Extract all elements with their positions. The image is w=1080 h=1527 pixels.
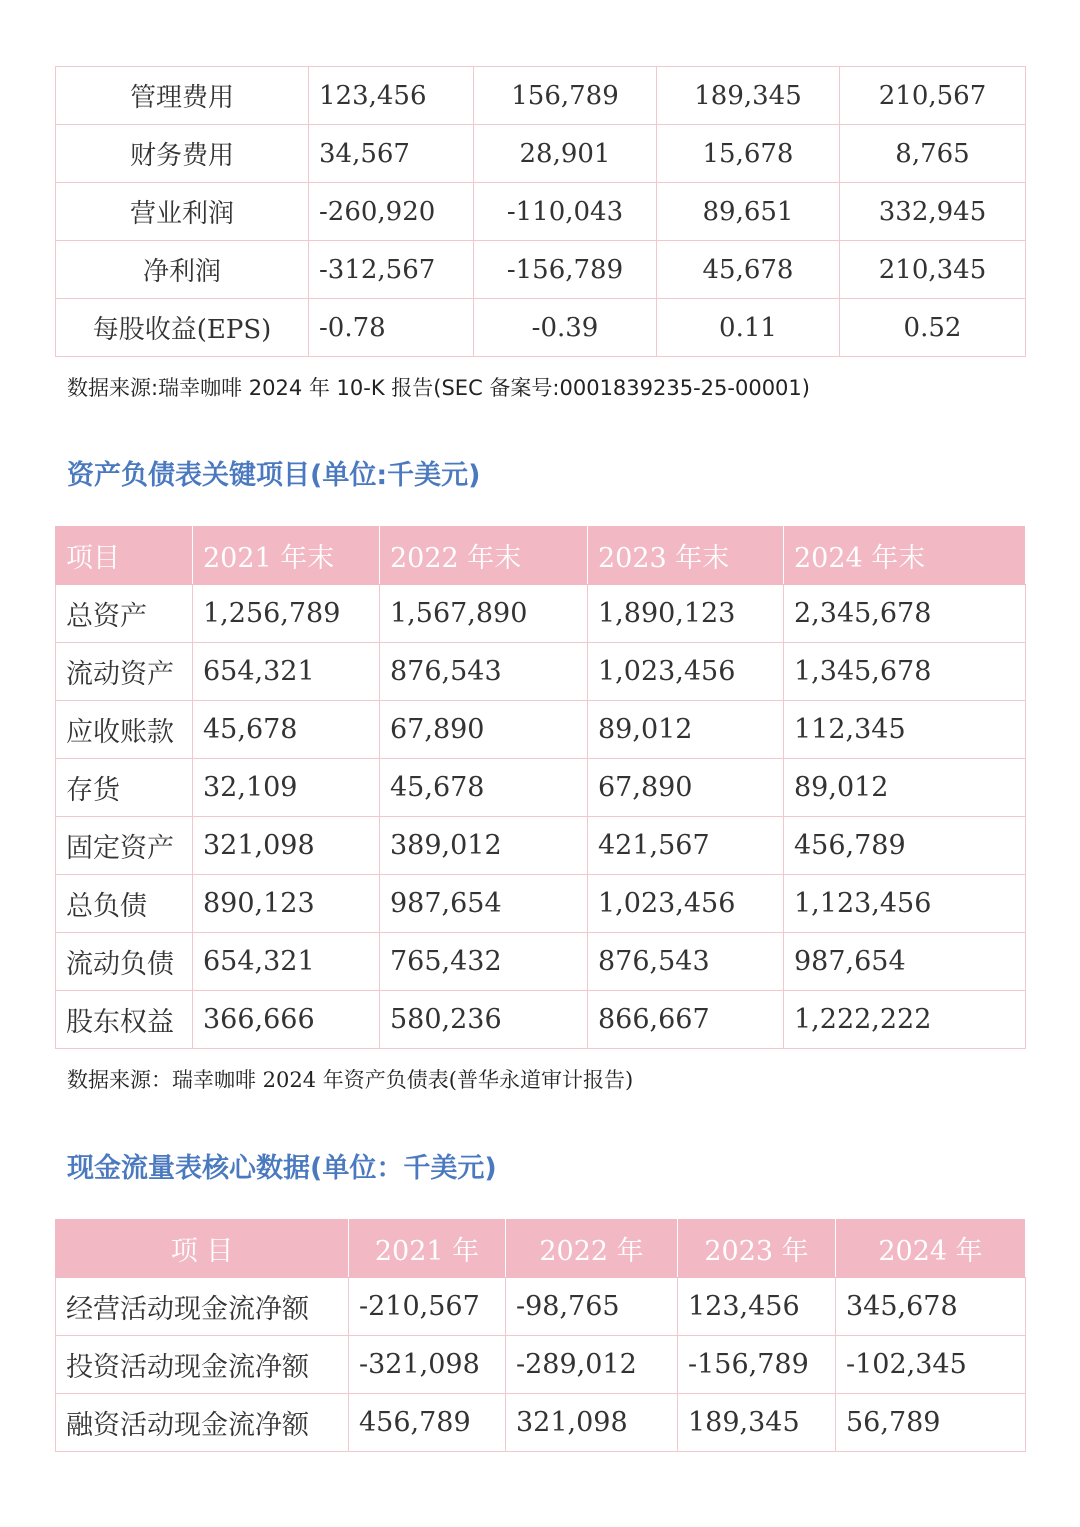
table-cell: 15,678 <box>657 125 840 183</box>
row-label: 管理费用 <box>56 67 309 125</box>
cash-flow-title: 现金流量表核心数据(单位：千美元) <box>67 1153 497 1184</box>
table-cell: 321,098 <box>506 1394 678 1452</box>
table-cell: 876,543 <box>588 933 784 991</box>
row-label: 营业利润 <box>56 183 309 241</box>
row-label: 经营活动现金流净额 <box>56 1278 349 1336</box>
table-row <box>56 585 1026 643</box>
row-label: 应收账款 <box>56 701 193 759</box>
row-label: 流动负债 <box>56 933 193 991</box>
table-cell: 1,567,890 <box>380 585 588 643</box>
table-row <box>56 67 1026 125</box>
table-cell: -312,567 <box>309 241 474 299</box>
table-cell: 345,678 <box>836 1278 1026 1336</box>
table-row <box>56 183 1026 241</box>
row-label: 流动资产 <box>56 643 193 701</box>
column-header: 2023 年末 <box>588 527 784 585</box>
table-cell: 67,890 <box>588 759 784 817</box>
table-cell: 1,023,456 <box>588 643 784 701</box>
table-cell: 1,345,678 <box>784 643 1026 701</box>
table-cell: 1,890,123 <box>588 585 784 643</box>
table-cell: 45,678 <box>193 701 380 759</box>
row-label: 融资活动现金流净额 <box>56 1394 349 1452</box>
table-cell: 890,123 <box>193 875 380 933</box>
table-cell: 332,945 <box>840 183 1026 241</box>
cash-flow-table <box>55 1219 1026 1452</box>
table-cell: 456,789 <box>784 817 1026 875</box>
table-cell: 456,789 <box>349 1394 506 1452</box>
table-cell: -260,920 <box>309 183 474 241</box>
column-header: 2021 年末 <box>193 527 380 585</box>
table-cell: 34,567 <box>309 125 474 183</box>
table-cell: 8,765 <box>840 125 1026 183</box>
table-cell: 580,236 <box>380 991 588 1049</box>
income-source-note: 数据来源:瑞幸咖啡 2024 年 10-K 报告(SEC 备案号:0001839235-25-00001) <box>67 376 810 400</box>
table-cell: 654,321 <box>193 643 380 701</box>
table-cell: 89,012 <box>784 759 1026 817</box>
row-label: 固定资产 <box>56 817 193 875</box>
table-cell: 156,789 <box>474 67 657 125</box>
table-cell: 654,321 <box>193 933 380 991</box>
column-header: 项 目 <box>56 1220 349 1278</box>
column-header: 2023 年 <box>678 1220 836 1278</box>
column-header: 2022 年末 <box>380 527 588 585</box>
table-cell: 366,666 <box>193 991 380 1049</box>
column-header: 项目 <box>56 527 193 585</box>
table-cell: 421,567 <box>588 817 784 875</box>
row-label: 总资产 <box>56 585 193 643</box>
table-cell: 32,109 <box>193 759 380 817</box>
table-cell: -102,345 <box>836 1336 1026 1394</box>
table-cell: -0.78 <box>309 299 474 357</box>
balance-sheet-title: 资产负债表关键项目(单位:千美元) <box>67 460 481 491</box>
table-row <box>56 125 1026 183</box>
table-cell: 56,789 <box>836 1394 1026 1452</box>
table-cell: -156,789 <box>474 241 657 299</box>
row-label: 存货 <box>56 759 193 817</box>
table-cell: -156,789 <box>678 1336 836 1394</box>
table-cell: 89,012 <box>588 701 784 759</box>
row-label: 投资活动现金流净额 <box>56 1336 349 1394</box>
table-cell: 112,345 <box>784 701 1026 759</box>
table-cell: 1,023,456 <box>588 875 784 933</box>
table-row <box>56 299 1026 357</box>
balance-sheet-table <box>55 526 1026 1049</box>
column-header: 2024 年 <box>836 1220 1026 1278</box>
table-cell: -210,567 <box>349 1278 506 1336</box>
table-cell: 28,901 <box>474 125 657 183</box>
row-label: 净利润 <box>56 241 309 299</box>
column-header: 2022 年 <box>506 1220 678 1278</box>
table-row <box>56 991 1026 1049</box>
table-cell: 987,654 <box>784 933 1026 991</box>
table-row <box>56 643 1026 701</box>
table-cell: 765,432 <box>380 933 588 991</box>
table-row <box>56 817 1026 875</box>
table-cell: 1,123,456 <box>784 875 1026 933</box>
column-header: 2024 年末 <box>784 527 1026 585</box>
table-cell: 0.52 <box>840 299 1026 357</box>
table-cell: 866,667 <box>588 991 784 1049</box>
table-row <box>56 933 1026 991</box>
table-row <box>56 701 1026 759</box>
table-cell: 1,256,789 <box>193 585 380 643</box>
table-cell: 0.11 <box>657 299 840 357</box>
table-row <box>56 1394 1026 1452</box>
table-row <box>56 241 1026 299</box>
table-cell: -98,765 <box>506 1278 678 1336</box>
table-cell: -321,098 <box>349 1336 506 1394</box>
table-cell: 45,678 <box>380 759 588 817</box>
table-row <box>56 759 1026 817</box>
table-cell: -289,012 <box>506 1336 678 1394</box>
table-row <box>56 875 1026 933</box>
table-cell: 189,345 <box>657 67 840 125</box>
table-cell: 210,567 <box>840 67 1026 125</box>
table-row <box>56 1278 1026 1336</box>
table-cell: 1,222,222 <box>784 991 1026 1049</box>
row-label: 总负债 <box>56 875 193 933</box>
table-cell: 67,890 <box>380 701 588 759</box>
table-row <box>56 1336 1026 1394</box>
table-cell: 987,654 <box>380 875 588 933</box>
table-cell: 45,678 <box>657 241 840 299</box>
table-cell: 189,345 <box>678 1394 836 1452</box>
table-cell: 89,651 <box>657 183 840 241</box>
table-cell: -0.39 <box>474 299 657 357</box>
table-cell: 876,543 <box>380 643 588 701</box>
row-label: 财务费用 <box>56 125 309 183</box>
table-cell: -110,043 <box>474 183 657 241</box>
table-cell: 321,098 <box>193 817 380 875</box>
table-cell: 389,012 <box>380 817 588 875</box>
balance-source-note: 数据来源：瑞幸咖啡 2024 年资产负债表(普华永道审计报告) <box>67 1068 634 1092</box>
column-header: 2021 年 <box>349 1220 506 1278</box>
table-cell: 123,456 <box>309 67 474 125</box>
row-label: 股东权益 <box>56 991 193 1049</box>
row-label: 每股收益(EPS) <box>56 299 309 357</box>
table-cell: 210,345 <box>840 241 1026 299</box>
table-cell: 2,345,678 <box>784 585 1026 643</box>
income-statement-table <box>55 66 1026 357</box>
table-cell: 123,456 <box>678 1278 836 1336</box>
